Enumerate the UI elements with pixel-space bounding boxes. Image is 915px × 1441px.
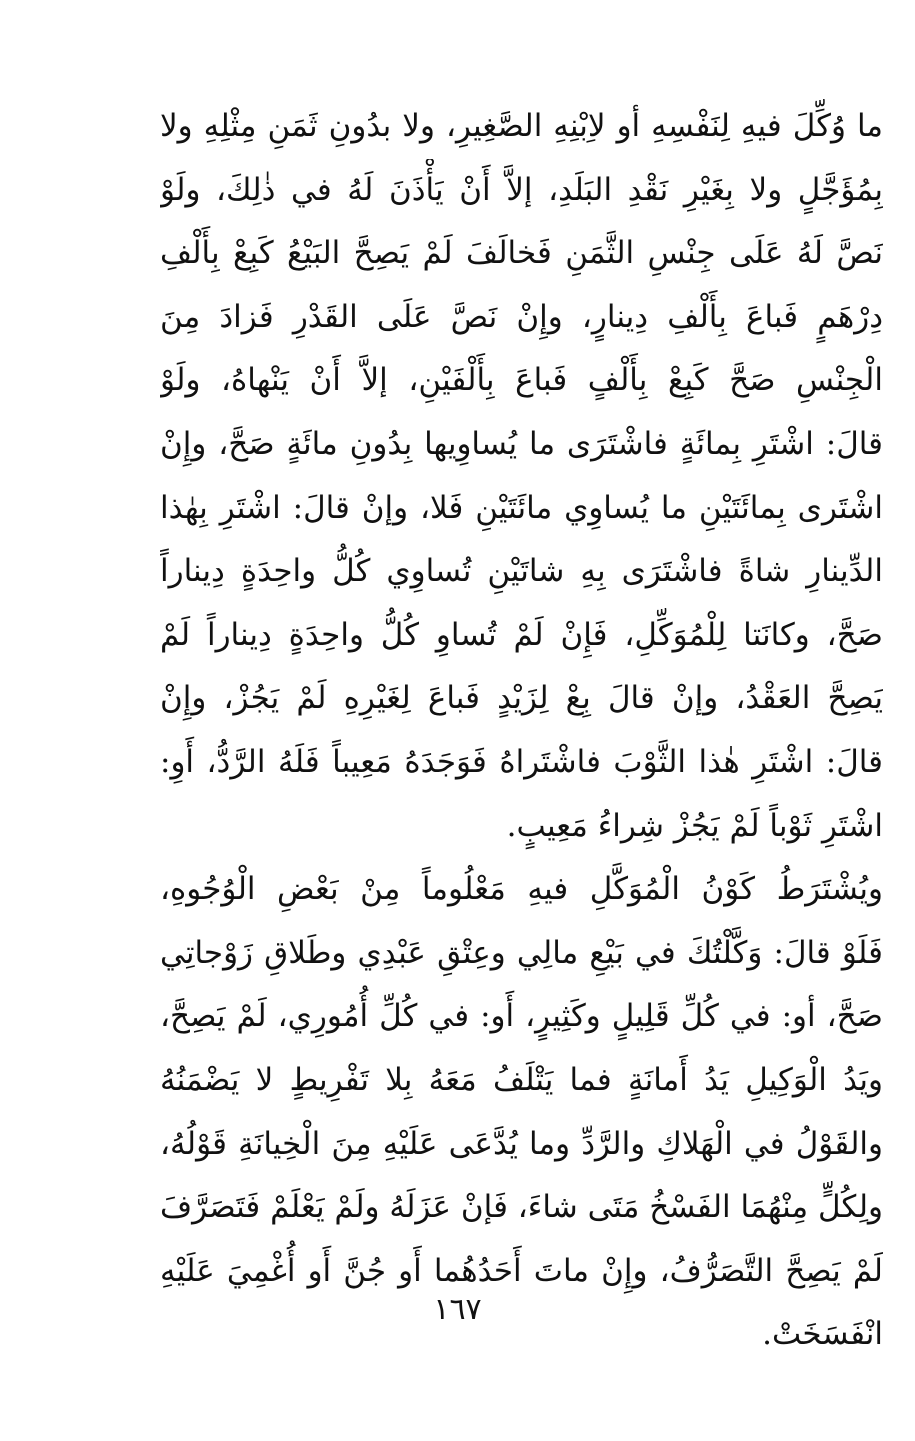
paragraph-end-line: اشْتَرِ ثَوْباً لَمْ يَجُزْ شِراءُ مَعِيبٍ.	[506, 807, 883, 844]
text-line: ويَدُ الْوَكِيلِ يَدُ أَمانَةٍ فما يَتْلَفُ مَعَهُ بِلا تَفْرِيطٍ لا يَضْمَنُهُ	[160, 1061, 883, 1098]
paragraph-end-line: انْفَسَخَتْ.	[762, 1316, 883, 1353]
text-line: فَلَوْ قالَ: وَكَّلْتُكَ في بَيْعِ مالِي وعِتْقِ عَبْدِي وطَلاقِ زَوْجاتِي	[160, 934, 883, 971]
text-line: ما وُكِّلَ فيهِ لِنَفْسِهِ أو لاِبْنِهِ الصَّغِيرِ، ولا بدُونِ ثَمَنِ مِثْلِهِ ولا	[160, 108, 883, 144]
text-line: صَحَّ، وكانَتا لِلْمُوَكِّلِ، فَإِنْ لَمْ تُساوِ كُلُّ واحِدَةٍ دِيناراً لَمْ	[160, 616, 883, 653]
text-line: لَمْ يَصِحَّ التَّصَرُّفُ، وإِنْ ماتَ أَحَدُهُما أَو جُنَّ أَو أُغْمِيَ عَلَيْهِ	[160, 1252, 883, 1289]
text-line: ويُشْتَرَطُ كَوْنُ الْمُوَكَّلِ فيهِ مَعْلُوماً مِنْ بَعْضِ الْوُجُوهِ،	[160, 871, 883, 908]
text-line: قالَ: اشْتَرِ هٰذا الثَّوْبَ فاشْتَراهُ فَوَجَدَهُ مَعِيباً فَلَهُ الرَّدُّ، أَوِ:	[160, 743, 883, 780]
text-line: بِمُؤَجَّلٍ ولا بِغَيْرِ نَقْدِ البَلَدِ، إلاَّ أَنْ يَأْذَنَ لَهُ في ذٰلِكَ، ولَوْ	[160, 171, 883, 208]
text-line: والقَوْلُ في الْهَلاكِ والرَّدِّ وما يُدَّعَى عَلَيْهِ مِنَ الْخِيانَةِ قَوْلُهُ،	[160, 1125, 883, 1162]
text-line: الدِّينارِ شاةً فاشْتَرَى بِهِ شاتَيْنِ تُساوِي كُلُّ واحِدَةٍ دِيناراً	[160, 553, 883, 590]
text-line: ولِكُلٍّ مِنْهُمَا الفَسْخُ مَتَى شاءَ، فَإنْ عَزَلَهُ ولَمْ يَعْلَمْ فَتَصَرَّفَ	[160, 1189, 883, 1226]
text-line: يَصِحَّ العَقْدُ، وإنْ قالَ بِعْ لِزَيْدٍ فَباعَ لِغَيْرِهِ لَمْ يَجُزْ، وإِنْ	[160, 680, 883, 717]
page-number: ١٦٧	[433, 1292, 482, 1327]
text-line: اشْتَرى بِمائَتَيْنِ ما يُساوِي مائَتَيْنِ فَلا، وإنْ قالَ: اشْتَرِ بِهٰذا	[160, 489, 883, 526]
body-text	[160, 95, 883, 1367]
text-line: نَصَّ لَهُ عَلَى جِنْسِ الثَّمَنِ فَخالَفَ لَمْ يَصِحَّ البَيْعُ كَبِعْ بِأَلْفِ	[160, 235, 883, 272]
text-line: صَحَّ، أو: في كُلِّ قَلِيلٍ وكَثِيرٍ، أَو: في كُلِّ أُمُورِي، لَمْ يَصِحَّ،	[160, 998, 883, 1035]
text-line: الْجِنْسِ صَحَّ كَبِعْ بِأَلْفٍ فَباعَ بِأَلْفَيْنِ، إلاَّ أَنْ يَنْهاهُ، ولَوْ	[160, 362, 883, 399]
text-line: قالَ: اشْتَرِ بِمائَةٍ فاشْتَرَى ما يُساوِيها بِدُونِ مائَةٍ صَحَّ، وإِنْ	[160, 425, 883, 462]
text-line: دِرْهَمٍ فَباعَ بِأَلْفِ دِينارٍ، وإِنْ نَصَّ عَلَى القَدْرِ فَزادَ مِنَ	[160, 298, 883, 335]
